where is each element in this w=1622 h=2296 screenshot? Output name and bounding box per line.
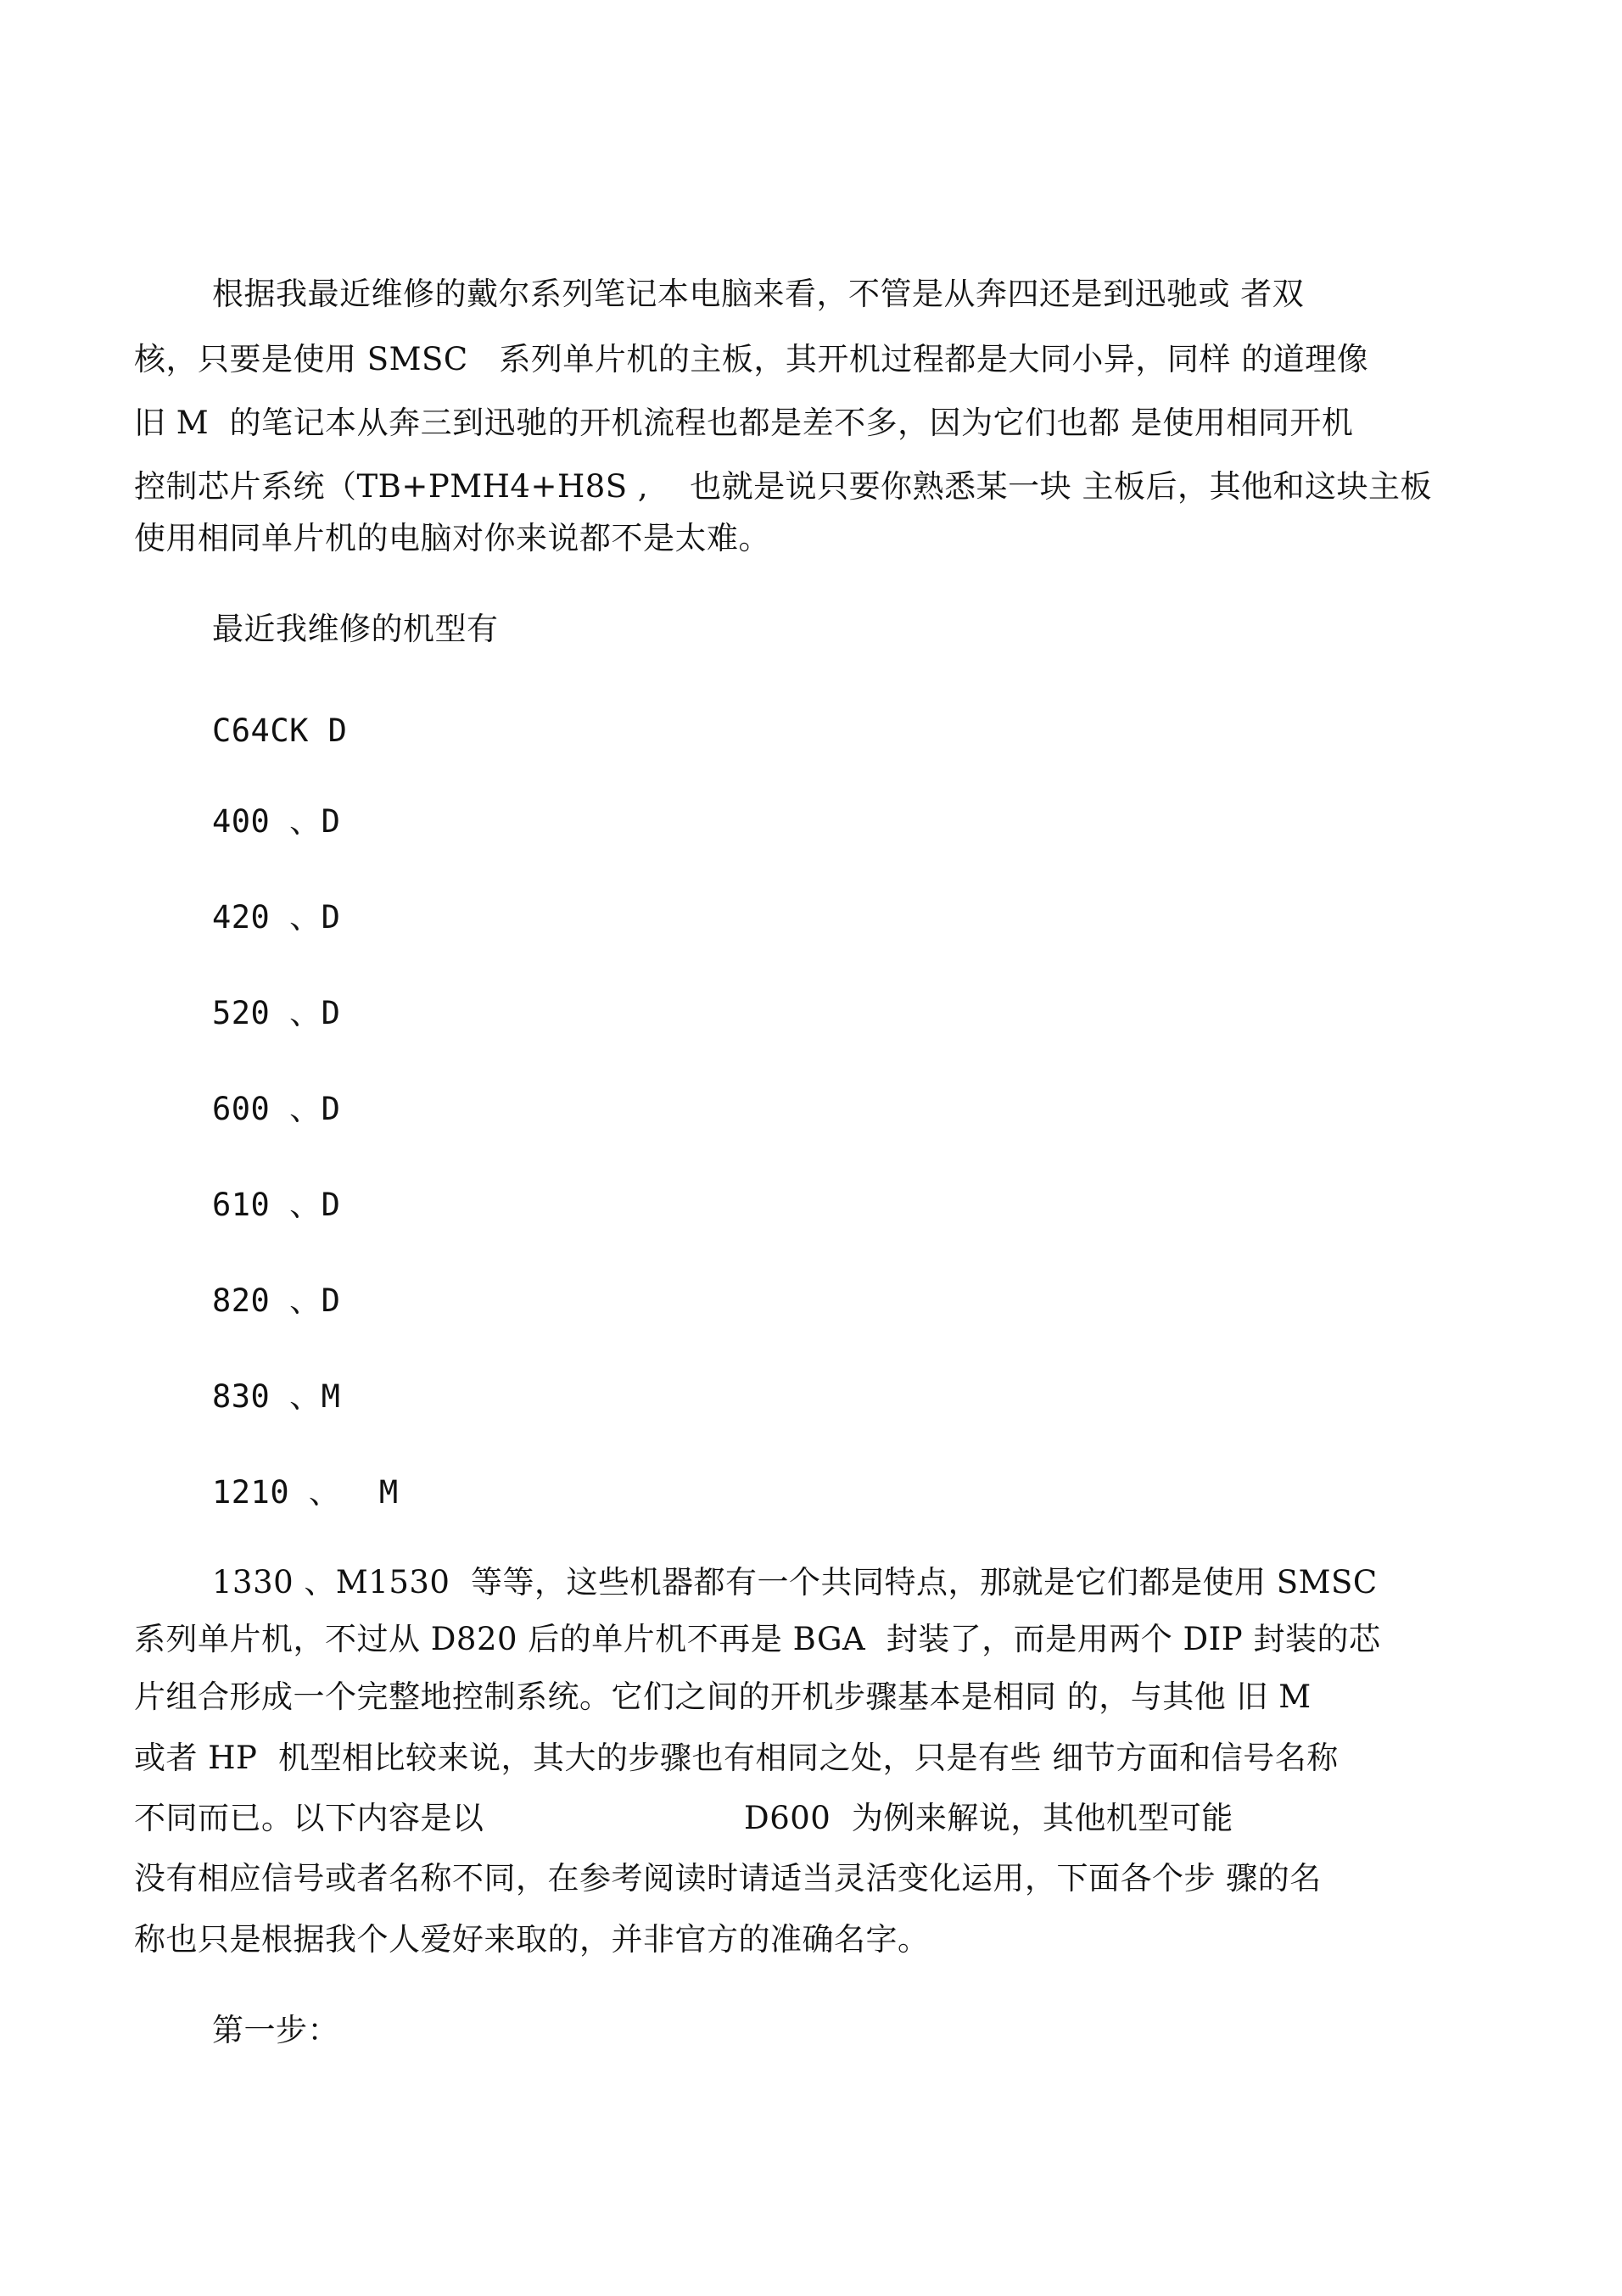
model-item: 1210 、 M: [212, 1474, 399, 1511]
model-item: 610 、D: [212, 1187, 341, 1223]
intro-line-5: 使用相同单片机的电脑对你来说都不是太难。: [134, 520, 770, 556]
intro-line-3: 旧 M 的笔记本从奔三到迅驰的开机流程也都是差不多，因为它们也都 是使用相同开机: [134, 405, 1354, 441]
details-line-3: 片组合形成一个完整地控制系统。它们之间的开机步骤基本是相同 的，与其他 旧 M: [134, 1679, 1312, 1715]
details-line-7: 称也只是根据我个人爱好来取的，并非官方的准确名字。: [134, 1921, 930, 1958]
details-line-6: 没有相应信号或者名称不同，在参考阅读时请适当灵活变化运用，下面各个步 骤的名: [134, 1860, 1322, 1897]
details-line-1: 1330 、M1530 等等，这些机器都有一个共同特点，那就是它们都是使用 SMSC: [212, 1564, 1378, 1600]
model-item: 600 、D: [212, 1091, 341, 1127]
details-line-4: 或者 HP 机型相比较来说，其大的步骤也有相同之处，只是有些 细节方面和信号名称: [134, 1740, 1339, 1776]
model-item: 420 、D: [212, 899, 341, 936]
details-line-2: 系列单片机，不过从 D820 后的单片机不再是 BGA 封装了，而是用两个 DIP 封装的芯: [134, 1621, 1381, 1657]
intro-line-2: 核，只要是使用 SMSC 系列单片机的主板，其开机过程都是大同小异，同样 的道理像: [134, 341, 1369, 377]
models-heading: 最近我维修的机型有: [212, 611, 499, 647]
model-item: 820 、D: [212, 1282, 341, 1319]
model-item: 830 、M: [212, 1378, 341, 1415]
intro-line-4: 控制芯片系统（TB+PMH4+H8S , 也就是说只要你熟悉某一块 主板后，其他和这块主板: [134, 468, 1432, 505]
model-item: 400 、D: [212, 803, 341, 840]
model-item: 520 、D: [212, 995, 341, 1031]
model-item: C64CK D: [212, 712, 348, 749]
intro-line-1: 根据我最近维修的戴尔系列笔记本电脑来看，不管是从奔四还是到迅驰或 者双: [212, 276, 1305, 312]
step-heading: 第一步：: [212, 2012, 339, 2048]
details-line-5: 不同而已。以下内容是以 D600 为例来解说，其他机型可能: [134, 1800, 1233, 1836]
